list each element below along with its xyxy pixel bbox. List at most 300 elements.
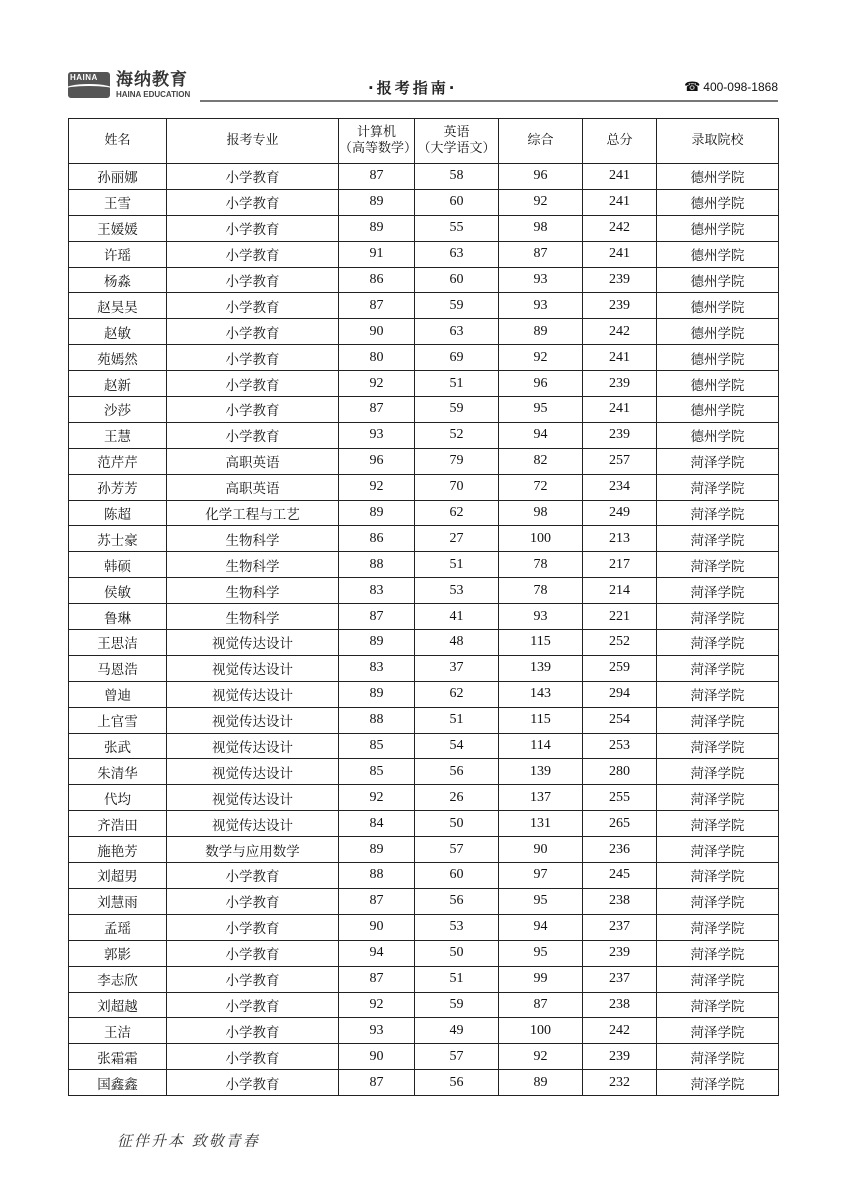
table-row <box>69 940 779 966</box>
cell-name: 孟瑶 <box>69 914 167 940</box>
cell-english: 56 <box>415 888 499 914</box>
cell-comprehensive: 93 <box>499 293 583 319</box>
cell-admitted: 德州学院 <box>657 371 779 397</box>
cell-total: 239 <box>583 940 657 966</box>
cell-english: 60 <box>415 189 499 215</box>
cell-english: 50 <box>415 940 499 966</box>
cell-comprehensive: 93 <box>499 604 583 630</box>
cell-name: 韩硕 <box>69 552 167 578</box>
cell-comprehensive: 143 <box>499 681 583 707</box>
cell-admitted: 菏泽学院 <box>657 733 779 759</box>
table-row <box>69 215 779 241</box>
cell-computer: 89 <box>339 215 415 241</box>
cell-english: 69 <box>415 345 499 371</box>
table-row <box>69 604 779 630</box>
cell-english: 59 <box>415 992 499 1018</box>
cell-major: 小学教育 <box>167 164 339 190</box>
cell-admitted: 菏泽学院 <box>657 578 779 604</box>
cell-name: 刘超男 <box>69 863 167 889</box>
cell-total: 241 <box>583 189 657 215</box>
cell-name: 苑嫣然 <box>69 345 167 371</box>
cell-admitted: 菏泽学院 <box>657 604 779 630</box>
cell-total: 236 <box>583 837 657 863</box>
cell-computer: 83 <box>339 578 415 604</box>
cell-major: 视觉传达设计 <box>167 785 339 811</box>
cell-name: 刘超越 <box>69 992 167 1018</box>
cell-english: 59 <box>415 293 499 319</box>
cell-comprehensive: 114 <box>499 733 583 759</box>
cell-computer: 87 <box>339 888 415 914</box>
cell-admitted: 德州学院 <box>657 189 779 215</box>
cell-major: 小学教育 <box>167 215 339 241</box>
table-row <box>69 371 779 397</box>
cell-english: 27 <box>415 526 499 552</box>
cell-admitted: 德州学院 <box>657 293 779 319</box>
cell-comprehensive: 139 <box>499 655 583 681</box>
table-row <box>69 707 779 733</box>
table-row <box>69 1070 779 1096</box>
cell-name: 李志欣 <box>69 966 167 992</box>
cell-computer: 89 <box>339 189 415 215</box>
cell-english: 51 <box>415 552 499 578</box>
cell-total: 239 <box>583 267 657 293</box>
cell-english: 62 <box>415 500 499 526</box>
cell-comprehensive: 99 <box>499 966 583 992</box>
logo-english-name: HAINA EDUCATION <box>116 89 191 99</box>
cell-major: 高职英语 <box>167 474 339 500</box>
cell-name: 范芹芹 <box>69 448 167 474</box>
cell-admitted: 菏泽学院 <box>657 707 779 733</box>
cell-computer: 90 <box>339 1044 415 1070</box>
table-row <box>69 837 779 863</box>
cell-major: 小学教育 <box>167 371 339 397</box>
cell-comprehensive: 95 <box>499 397 583 423</box>
cell-computer: 87 <box>339 293 415 319</box>
header-name: 姓名 <box>69 119 167 164</box>
cell-computer: 88 <box>339 707 415 733</box>
cell-total: 280 <box>583 759 657 785</box>
cell-english: 51 <box>415 707 499 733</box>
cell-major: 视觉传达设计 <box>167 681 339 707</box>
cell-major: 化学工程与工艺 <box>167 500 339 526</box>
cell-english: 79 <box>415 448 499 474</box>
table-row <box>69 422 779 448</box>
cell-major: 小学教育 <box>167 863 339 889</box>
cell-admitted: 菏泽学院 <box>657 1044 779 1070</box>
header-comprehensive: 综合 <box>499 119 583 164</box>
cell-comprehensive: 94 <box>499 914 583 940</box>
cell-admitted: 菏泽学院 <box>657 759 779 785</box>
cell-total: 252 <box>583 630 657 656</box>
cell-total: 221 <box>583 604 657 630</box>
cell-total: 259 <box>583 655 657 681</box>
cell-total: 242 <box>583 215 657 241</box>
cell-computer: 87 <box>339 604 415 630</box>
logo-mark-text: HAINA <box>70 73 98 82</box>
cell-admitted: 德州学院 <box>657 164 779 190</box>
page-title: ·报考指南· <box>368 79 458 97</box>
cell-computer: 93 <box>339 1018 415 1044</box>
cell-computer: 89 <box>339 681 415 707</box>
cell-computer: 91 <box>339 241 415 267</box>
cell-admitted: 德州学院 <box>657 267 779 293</box>
cell-admitted: 德州学院 <box>657 241 779 267</box>
cell-total: 239 <box>583 422 657 448</box>
table-row <box>69 552 779 578</box>
cell-total: 253 <box>583 733 657 759</box>
cell-major: 小学教育 <box>167 397 339 423</box>
cell-total: 245 <box>583 863 657 889</box>
cell-admitted: 菏泽学院 <box>657 552 779 578</box>
cell-name: 曾迪 <box>69 681 167 707</box>
cell-total: 242 <box>583 319 657 345</box>
cell-total: 238 <box>583 888 657 914</box>
cell-english: 70 <box>415 474 499 500</box>
cell-computer: 90 <box>339 319 415 345</box>
cell-comprehensive: 92 <box>499 345 583 371</box>
cell-total: 241 <box>583 164 657 190</box>
cell-total: 239 <box>583 371 657 397</box>
cell-comprehensive: 98 <box>499 500 583 526</box>
cell-major: 生物科学 <box>167 578 339 604</box>
cell-english: 62 <box>415 681 499 707</box>
contact-phone <box>684 79 778 95</box>
cell-comprehensive: 92 <box>499 189 583 215</box>
cell-admitted: 菏泽学院 <box>657 500 779 526</box>
cell-comprehensive: 100 <box>499 1018 583 1044</box>
cell-name: 施艳芳 <box>69 837 167 863</box>
table-row <box>69 992 779 1018</box>
cell-admitted: 菏泽学院 <box>657 448 779 474</box>
cell-comprehensive: 95 <box>499 888 583 914</box>
cell-major: 小学教育 <box>167 966 339 992</box>
table-header-row <box>69 119 779 164</box>
cell-comprehensive: 82 <box>499 448 583 474</box>
cell-comprehensive: 94 <box>499 422 583 448</box>
table-row <box>69 267 779 293</box>
cell-english: 52 <box>415 422 499 448</box>
cell-name: 许瑶 <box>69 241 167 267</box>
cell-name: 孙芳芳 <box>69 474 167 500</box>
cell-total: 239 <box>583 293 657 319</box>
cell-total: 232 <box>583 1070 657 1096</box>
cell-english: 50 <box>415 811 499 837</box>
table-row <box>69 345 779 371</box>
cell-name: 孙丽娜 <box>69 164 167 190</box>
table-row <box>69 241 779 267</box>
cell-computer: 87 <box>339 1070 415 1096</box>
cell-comprehensive: 78 <box>499 552 583 578</box>
cell-computer: 87 <box>339 966 415 992</box>
cell-computer: 92 <box>339 371 415 397</box>
table-row <box>69 966 779 992</box>
table-row <box>69 474 779 500</box>
cell-major: 视觉传达设计 <box>167 759 339 785</box>
cell-english: 49 <box>415 1018 499 1044</box>
cell-admitted: 菏泽学院 <box>657 863 779 889</box>
cell-major: 小学教育 <box>167 189 339 215</box>
cell-comprehensive: 90 <box>499 837 583 863</box>
cell-admitted: 菏泽学院 <box>657 811 779 837</box>
cell-computer: 96 <box>339 448 415 474</box>
cell-total: 241 <box>583 345 657 371</box>
cell-english: 37 <box>415 655 499 681</box>
cell-total: 213 <box>583 526 657 552</box>
table-row <box>69 1044 779 1070</box>
cell-comprehensive: 72 <box>499 474 583 500</box>
cell-english: 51 <box>415 371 499 397</box>
cell-admitted: 德州学院 <box>657 319 779 345</box>
cell-major: 小学教育 <box>167 267 339 293</box>
header-divider <box>200 100 778 102</box>
cell-admitted: 菏泽学院 <box>657 474 779 500</box>
cell-english: 48 <box>415 630 499 656</box>
table-row <box>69 733 779 759</box>
admission-scores-table <box>68 118 779 1096</box>
cell-total: 265 <box>583 811 657 837</box>
cell-comprehensive: 139 <box>499 759 583 785</box>
cell-total: 239 <box>583 1044 657 1070</box>
table-row <box>69 293 779 319</box>
table-row <box>69 164 779 190</box>
cell-english: 58 <box>415 164 499 190</box>
cell-name: 代均 <box>69 785 167 811</box>
cell-total: 254 <box>583 707 657 733</box>
haina-logo <box>68 70 190 100</box>
table-row <box>69 759 779 785</box>
cell-admitted: 菏泽学院 <box>657 655 779 681</box>
table-row <box>69 448 779 474</box>
cell-english: 63 <box>415 241 499 267</box>
cell-major: 数学与应用数学 <box>167 837 339 863</box>
cell-major: 视觉传达设计 <box>167 655 339 681</box>
cell-name: 朱清华 <box>69 759 167 785</box>
header-english-line2: （大学语文） <box>417 141 496 156</box>
table-row <box>69 914 779 940</box>
cell-comprehensive: 115 <box>499 630 583 656</box>
table-row <box>69 397 779 423</box>
cell-admitted: 菏泽学院 <box>657 940 779 966</box>
cell-comprehensive: 87 <box>499 241 583 267</box>
cell-major: 高职英语 <box>167 448 339 474</box>
cell-major: 视觉传达设计 <box>167 733 339 759</box>
cell-comprehensive: 89 <box>499 319 583 345</box>
table-row <box>69 630 779 656</box>
cell-comprehensive: 100 <box>499 526 583 552</box>
cell-english: 57 <box>415 1044 499 1070</box>
cell-comprehensive: 95 <box>499 940 583 966</box>
cell-major: 小学教育 <box>167 914 339 940</box>
cell-total: 237 <box>583 966 657 992</box>
cell-major: 小学教育 <box>167 1044 339 1070</box>
cell-major: 生物科学 <box>167 604 339 630</box>
cell-english: 51 <box>415 966 499 992</box>
cell-name: 王思洁 <box>69 630 167 656</box>
cell-name: 陈超 <box>69 500 167 526</box>
cell-computer: 86 <box>339 526 415 552</box>
cell-comprehensive: 98 <box>499 215 583 241</box>
header-computer-line1: 计算机 <box>356 125 396 140</box>
cell-major: 小学教育 <box>167 888 339 914</box>
cell-name: 国鑫鑫 <box>69 1070 167 1096</box>
cell-computer: 89 <box>339 837 415 863</box>
footer-slogan: 征伴升本 致敬青春 <box>117 1132 260 1150</box>
header-admitted: 录取院校 <box>657 119 779 164</box>
table-row <box>69 888 779 914</box>
cell-total: 242 <box>583 1018 657 1044</box>
cell-major: 小学教育 <box>167 293 339 319</box>
cell-english: 60 <box>415 863 499 889</box>
table-row <box>69 189 779 215</box>
cell-comprehensive: 96 <box>499 371 583 397</box>
table-row <box>69 578 779 604</box>
cell-total: 234 <box>583 474 657 500</box>
logo-chinese-name: 海纳教育 <box>116 69 188 90</box>
cell-computer: 88 <box>339 863 415 889</box>
page-header <box>68 70 778 104</box>
table-row <box>69 863 779 889</box>
cell-computer: 90 <box>339 914 415 940</box>
cell-computer: 86 <box>339 267 415 293</box>
telephone-icon: ☎ <box>684 79 701 94</box>
cell-total: 237 <box>583 914 657 940</box>
cell-name: 鲁琳 <box>69 604 167 630</box>
cell-english: 56 <box>415 1070 499 1096</box>
cell-computer: 88 <box>339 552 415 578</box>
header-total: 总分 <box>583 119 657 164</box>
cell-major: 视觉传达设计 <box>167 811 339 837</box>
cell-admitted: 菏泽学院 <box>657 681 779 707</box>
cell-admitted: 菏泽学院 <box>657 526 779 552</box>
cell-admitted: 德州学院 <box>657 215 779 241</box>
table-row <box>69 785 779 811</box>
cell-admitted: 菏泽学院 <box>657 888 779 914</box>
table-row <box>69 655 779 681</box>
cell-computer: 84 <box>339 811 415 837</box>
cell-comprehensive: 96 <box>499 164 583 190</box>
header-english-line1: 英语 <box>443 125 470 140</box>
cell-english: 54 <box>415 733 499 759</box>
cell-computer: 94 <box>339 940 415 966</box>
cell-computer: 87 <box>339 397 415 423</box>
cell-comprehensive: 131 <box>499 811 583 837</box>
cell-name: 沙莎 <box>69 397 167 423</box>
cell-computer: 83 <box>339 655 415 681</box>
table-row <box>69 319 779 345</box>
cell-admitted: 德州学院 <box>657 345 779 371</box>
table-row <box>69 681 779 707</box>
cell-name: 刘慧雨 <box>69 888 167 914</box>
cell-comprehensive: 93 <box>499 267 583 293</box>
table-row <box>69 526 779 552</box>
cell-english: 56 <box>415 759 499 785</box>
cell-admitted: 菏泽学院 <box>657 1070 779 1096</box>
table-row <box>69 1018 779 1044</box>
cell-english: 55 <box>415 215 499 241</box>
cell-name: 王媛媛 <box>69 215 167 241</box>
cell-english: 57 <box>415 837 499 863</box>
cell-name: 王雪 <box>69 189 167 215</box>
cell-comprehensive: 137 <box>499 785 583 811</box>
cell-name: 侯敏 <box>69 578 167 604</box>
cell-english: 63 <box>415 319 499 345</box>
cell-admitted: 菏泽学院 <box>657 630 779 656</box>
cell-total: 257 <box>583 448 657 474</box>
cell-computer: 85 <box>339 759 415 785</box>
cell-total: 294 <box>583 681 657 707</box>
cell-computer: 92 <box>339 992 415 1018</box>
cell-name: 王洁 <box>69 1018 167 1044</box>
cell-admitted: 菏泽学院 <box>657 992 779 1018</box>
cell-name: 齐浩田 <box>69 811 167 837</box>
cell-english: 53 <box>415 578 499 604</box>
cell-name: 张武 <box>69 733 167 759</box>
cell-major: 小学教育 <box>167 940 339 966</box>
cell-computer: 87 <box>339 164 415 190</box>
cell-name: 杨淼 <box>69 267 167 293</box>
cell-name: 王慧 <box>69 422 167 448</box>
cell-major: 小学教育 <box>167 1018 339 1044</box>
cell-admitted: 菏泽学院 <box>657 785 779 811</box>
cell-admitted: 菏泽学院 <box>657 1018 779 1044</box>
cell-english: 41 <box>415 604 499 630</box>
cell-total: 241 <box>583 397 657 423</box>
cell-comprehensive: 92 <box>499 1044 583 1070</box>
cell-comprehensive: 89 <box>499 1070 583 1096</box>
cell-major: 视觉传达设计 <box>167 707 339 733</box>
table-row <box>69 811 779 837</box>
cell-computer: 89 <box>339 500 415 526</box>
cell-computer: 93 <box>339 422 415 448</box>
header-computer-line2: （高等数学） <box>339 141 418 156</box>
cell-total: 217 <box>583 552 657 578</box>
table-body <box>69 164 779 1096</box>
cell-major: 生物科学 <box>167 526 339 552</box>
cell-major: 视觉传达设计 <box>167 630 339 656</box>
cell-comprehensive: 115 <box>499 707 583 733</box>
header-major: 报考专业 <box>167 119 339 164</box>
cell-admitted: 菏泽学院 <box>657 914 779 940</box>
cell-computer: 92 <box>339 785 415 811</box>
cell-total: 255 <box>583 785 657 811</box>
cell-total: 249 <box>583 500 657 526</box>
cell-major: 生物科学 <box>167 552 339 578</box>
header-computer <box>339 119 418 164</box>
cell-major: 小学教育 <box>167 319 339 345</box>
cell-admitted: 德州学院 <box>657 397 779 423</box>
cell-computer: 92 <box>339 474 415 500</box>
cell-major: 小学教育 <box>167 241 339 267</box>
cell-name: 赵敏 <box>69 319 167 345</box>
cell-admitted: 德州学院 <box>657 422 779 448</box>
cell-name: 马恩浩 <box>69 655 167 681</box>
cell-name: 赵新 <box>69 371 167 397</box>
table-row <box>69 500 779 526</box>
cell-english: 60 <box>415 267 499 293</box>
cell-name: 赵昊昊 <box>69 293 167 319</box>
cell-computer: 85 <box>339 733 415 759</box>
cell-computer: 80 <box>339 345 415 371</box>
cell-name: 苏士豪 <box>69 526 167 552</box>
cell-total: 214 <box>583 578 657 604</box>
haina-wave-logo-icon <box>68 72 110 98</box>
cell-english: 26 <box>415 785 499 811</box>
cell-comprehensive: 78 <box>499 578 583 604</box>
cell-name: 上官雪 <box>69 707 167 733</box>
cell-english: 59 <box>415 397 499 423</box>
cell-admitted: 菏泽学院 <box>657 966 779 992</box>
cell-comprehensive: 97 <box>499 863 583 889</box>
